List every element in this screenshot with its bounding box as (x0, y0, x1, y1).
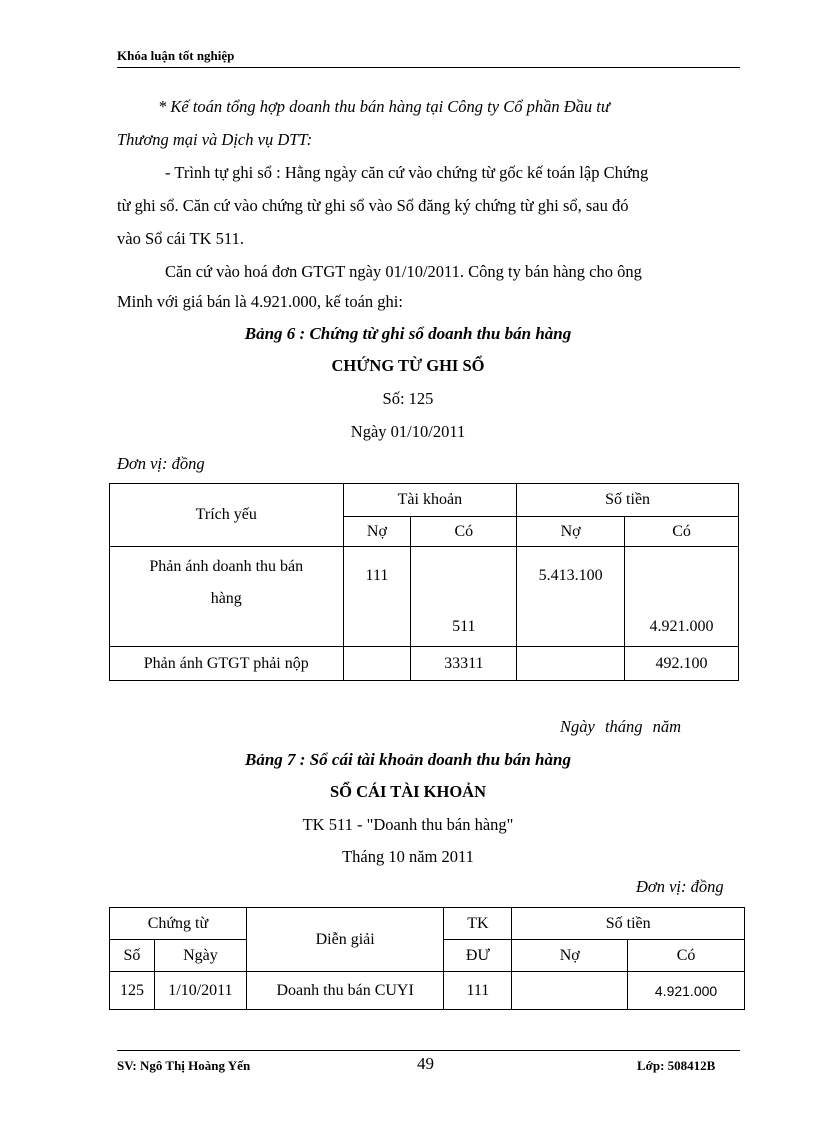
paragraph1-line3: vào Sổ cái TK 511. (117, 229, 244, 248)
table6-title: CHỨNG TỪ GHI SỔ (331, 356, 485, 375)
row2-tk-no (343, 647, 411, 681)
table6-number: Số: 125 (382, 389, 434, 408)
header-trich-yeu: Trích yếu (110, 484, 344, 547)
footer-rule (117, 1050, 740, 1051)
row-co: 4.921.000 (628, 972, 745, 1010)
row-tk-du: 111 (444, 972, 512, 1010)
header-chung-tu: Chứng từ (110, 908, 247, 940)
table7-unit: Đơn vị: đồng (636, 877, 724, 896)
footer-student: SV: Ngô Thị Hoàng Yến (117, 1058, 251, 1073)
header-co: Có (628, 940, 745, 972)
header-so-tien: Số tiền (517, 484, 739, 517)
row-dien-giai: Doanh thu bán CUYI (246, 972, 444, 1010)
table-row (110, 547, 739, 647)
table7-title: SỔ CÁI TÀI KHOẢN (329, 782, 487, 801)
row-so: 125 (110, 972, 155, 1010)
header-so-tien: Số tiền (512, 908, 745, 940)
table-row (110, 647, 739, 681)
running-header: Khóa luận tốt nghiệp (117, 48, 235, 63)
header-tai-khoan: Tài khoản (343, 484, 517, 517)
row2-desc: Phản ánh GTGT phải nộp (110, 647, 344, 681)
footer-class: Lớp: 508412B (637, 1058, 716, 1073)
row1-tien-co: 4.921.000 (625, 547, 739, 647)
page-number: 49 (417, 1054, 434, 1073)
row1-tien-no: 5.413.100 (517, 547, 625, 647)
table7 (109, 907, 745, 1010)
header-rule (117, 67, 740, 68)
row2-tien-no (517, 647, 625, 681)
header-dien-giai: Diễn giải (246, 908, 444, 972)
row1-desc (110, 547, 344, 647)
row-ngay: 1/10/2011 (154, 972, 246, 1010)
table6-date: Ngày 01/10/2011 (350, 422, 466, 441)
paragraph2-line1: Căn cứ vào hoá đơn GTGT ngày 01/10/2011. Công ty bán hàng cho ông (165, 262, 642, 281)
header-tien-co: Có (625, 517, 739, 547)
paragraph1-line1: - Trình tự ghi sổ : Hằng ngày căn cứ vào chứng từ gốc kế toán lập Chứng (165, 163, 649, 182)
paragraph2-line2: Minh với giá bán là 4.921.000, kế toán ghi: (117, 292, 403, 311)
header-tien-no: Nợ (517, 517, 625, 547)
header-tk-no: Nợ (343, 517, 411, 547)
table7-period: Tháng 10 năm 2011 (342, 847, 474, 866)
row1-tk-no: 111 (343, 547, 411, 647)
row1-desc-line1: Phản ánh doanh thu bán (149, 558, 304, 575)
row1-tk-co: 511 (411, 547, 517, 647)
table7-account: TK 511 - "Doanh thu bán hàng" (302, 815, 514, 834)
header-tk: TK (444, 908, 512, 940)
paragraph1-line2: từ ghi sổ. Căn cứ vào chứng từ ghi sổ vào Sổ đăng ký chứng từ ghi sổ, sau đó (117, 196, 629, 215)
row1-desc-line2: hàng (210, 590, 242, 607)
header-ngay: Ngày (154, 940, 246, 972)
table-row (110, 972, 745, 1010)
table6-unit: Đơn vị: đồng (117, 454, 205, 473)
header-no: Nợ (512, 940, 628, 972)
row2-tien-co: 492.100 (625, 647, 739, 681)
table6 (109, 483, 739, 681)
table7-caption: Bảng 7 : Sổ cái tài khoản doanh thu bán hàng (245, 750, 571, 769)
header-tk-co: Có (411, 517, 517, 547)
section-heading-line2: Thương mại và Dịch vụ DTT: (117, 130, 313, 149)
table6-caption: Bảng 6 : Chứng từ ghi sổ doanh thu bán hàng (244, 324, 572, 343)
section-heading-line1: * Kế toán tổng hợp doanh thu bán hàng tại Công ty Cổ phần Đầu tư (158, 97, 610, 116)
date-line: Ngày tháng năm (560, 717, 682, 736)
header-du: ĐƯ (444, 940, 512, 972)
row2-tk-co: 33311 (411, 647, 517, 681)
header-so: Số (110, 940, 155, 972)
row-no (512, 972, 628, 1010)
